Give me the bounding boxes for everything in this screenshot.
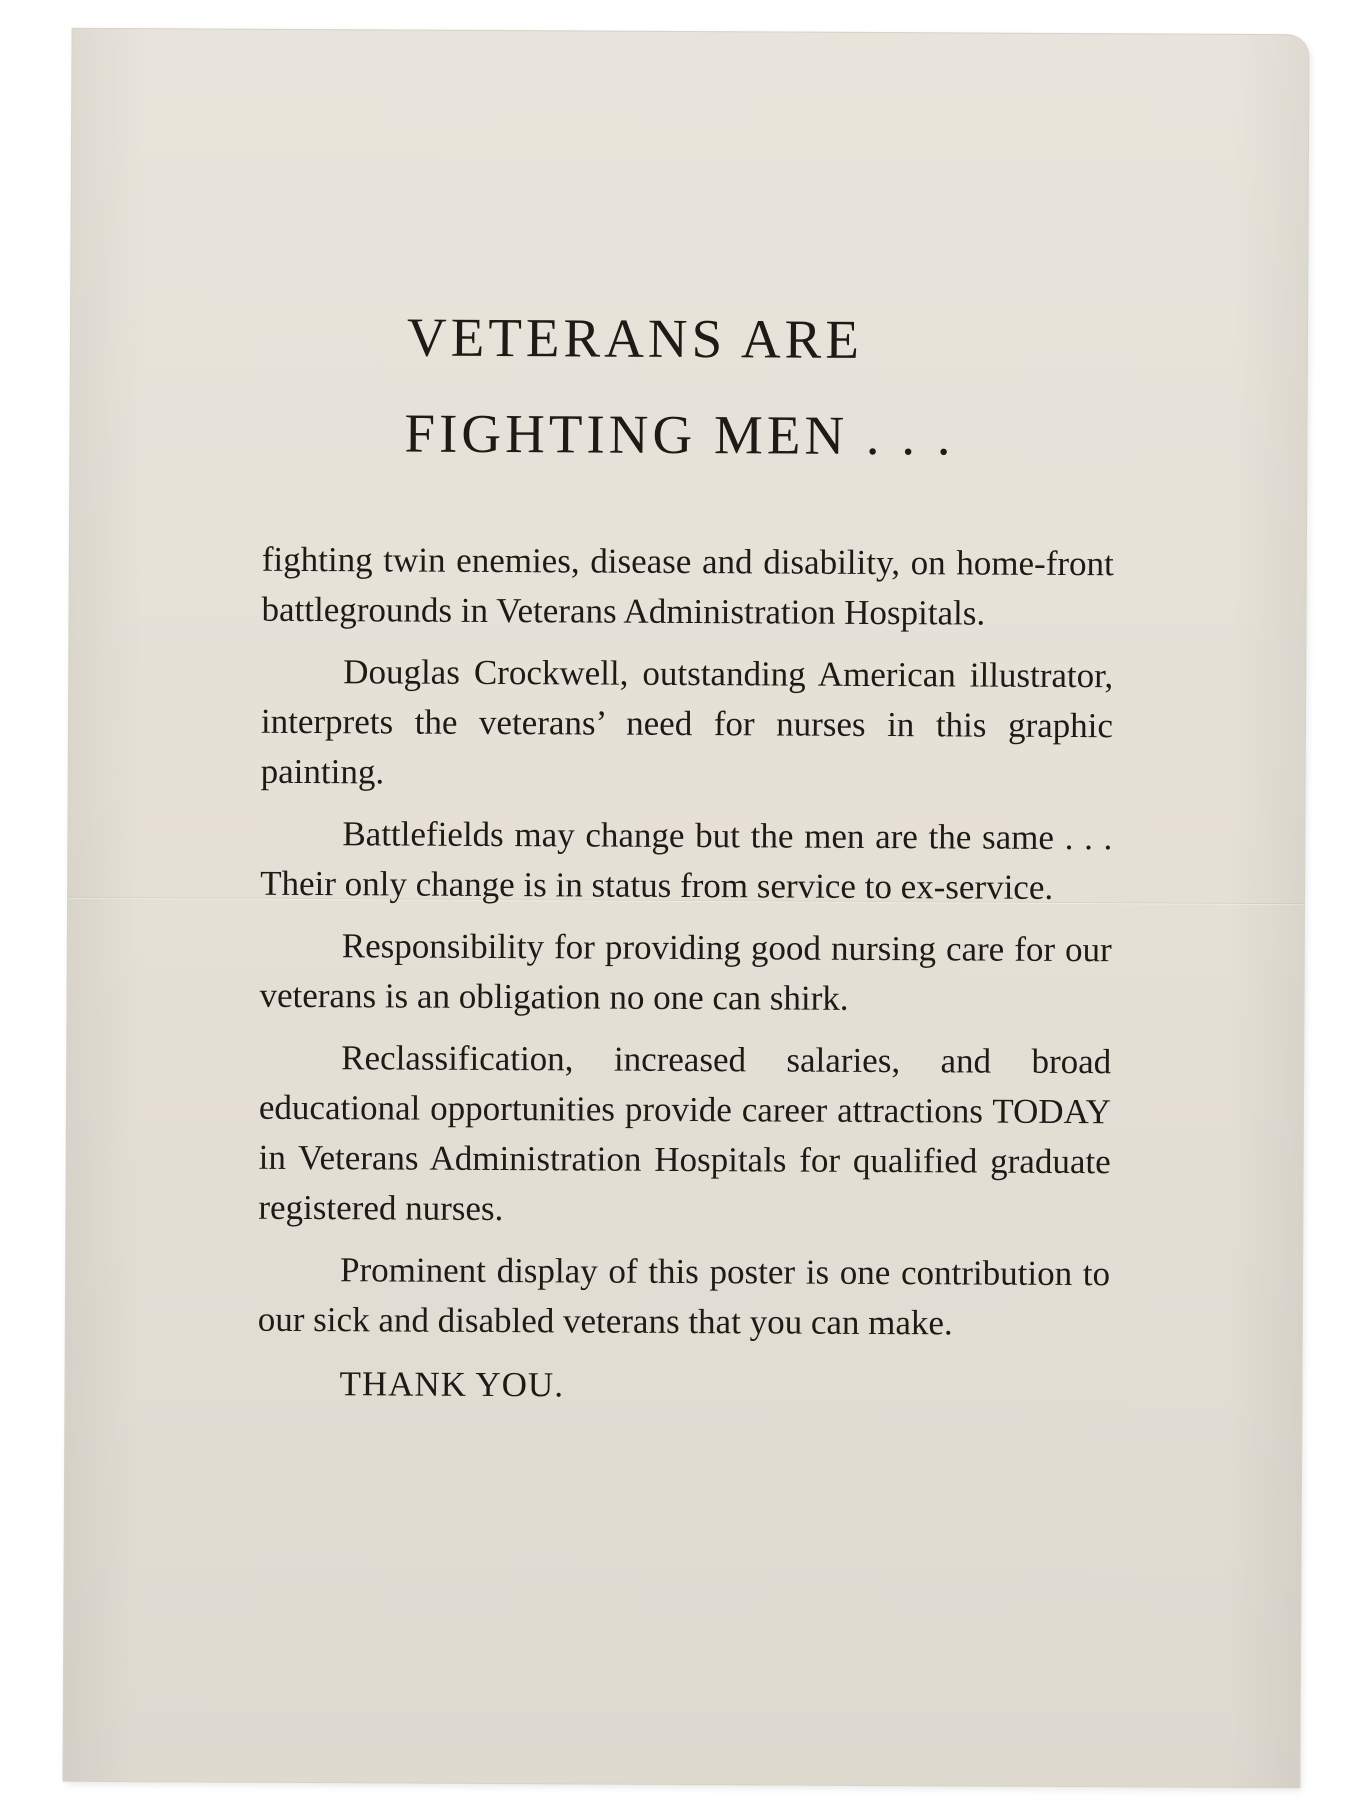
paragraph-responsibility: Responsibility for providing good nursing care for our veterans is an obligation no one can shirk. <box>259 926 1112 1018</box>
paragraph-display: Prominent display of this poster is one contribution to our sick and disabled veterans that you can make. <box>257 1250 1111 1343</box>
paragraph-battlefields: Battlefields may change but the men are the same . . . Their only change is in status from service to ex-service. <box>260 814 1113 907</box>
paragraph-illustrator: Douglas Crockwell, outstanding American illustrator, interprets the veterans’ need for nurses in this graphic painting. <box>260 652 1114 792</box>
paragraph-intro: fighting twin enemies, disease and disability, on home-front battlegrounds in Veterans Administration Hospitals. <box>261 539 1114 633</box>
title-line-1: VETERANS ARE <box>406 306 864 370</box>
paragraph-reclassification: Reclassification, increased salaries, and broad educational opportunities provide career attractions TODAY in Veterans Administration Hospitals for qualified graduate registered nurses. <box>258 1038 1112 1229</box>
title-line-2: FIGHTING MEN . . . <box>404 402 955 467</box>
closing-thank-you: THANK YOU. <box>339 1364 565 1405</box>
body-text <box>257 535 1114 1413</box>
paper-sheet <box>63 29 1308 1787</box>
